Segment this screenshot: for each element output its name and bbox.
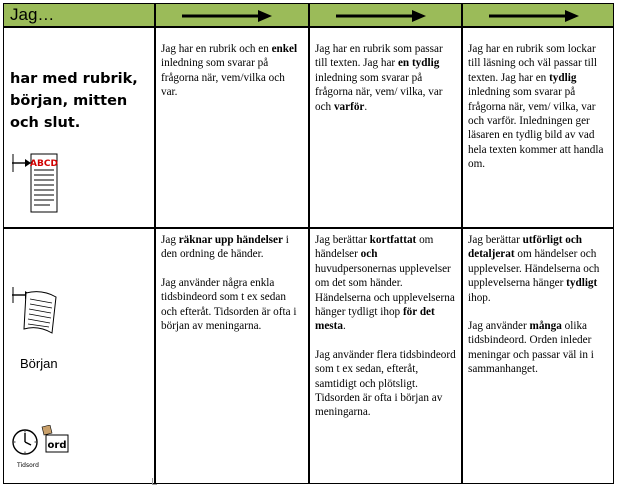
row1-label: har med rubrik, början, mitten och slut.: [10, 71, 138, 131]
header-cell-jag: [3, 3, 155, 27]
text-run: Jag använder: [468, 320, 530, 333]
text-run: olika tidsbindeord. Orden inleder meningar och passar väl in i sammanhanget.: [468, 320, 594, 376]
text-run: Jag har en rubrik och en: [161, 43, 272, 55]
rubric-table: [3, 3, 614, 484]
document-headline-icon: [12, 152, 58, 216]
row2-level1-cell: [155, 228, 309, 484]
row1-level3-text: [468, 42, 609, 172]
bold-run: tydlig: [549, 71, 577, 84]
text-run: Jag har en rubrik som passar till texten. Jag har: [315, 43, 443, 70]
row1-level3-cell: [462, 27, 614, 228]
row2-level3-text: [468, 233, 609, 377]
bold-run: kortfattat: [369, 234, 417, 246]
bold-run: räknar upp händelser: [178, 234, 283, 246]
text-run: om händelser: [315, 234, 434, 261]
svg-text:ABCD: ABCD: [30, 159, 58, 169]
bold-run: en tydlig: [397, 57, 440, 70]
row1-level1-text: [161, 42, 304, 100]
header-cell-level-2: [309, 3, 462, 27]
paragraph: [161, 233, 304, 262]
text-run: Jag: [161, 234, 179, 246]
paragraph: [315, 233, 457, 334]
text-run: inledning som svarar på frågorna när, vem/vilka och var.: [161, 57, 285, 99]
svg-text:ord: ord: [47, 440, 67, 451]
arrow-right-icon: [489, 10, 579, 22]
page-corner-mark: [152, 478, 157, 485]
row2-level3-cell: [462, 228, 614, 484]
text-run: ihop.: [468, 291, 491, 304]
bold-run: och: [360, 248, 378, 261]
row2-level2-cell: [309, 228, 462, 484]
bold-run: varför: [333, 100, 365, 113]
text-run: om händelser och upplevelser. Händelserna och upplevelserna hänger: [468, 248, 600, 290]
text-run: Jag använder flera tidsbindeord som t ex sedan, efteråt, samtidigt och plötsligt. Tidsorden är ofta i början av meningarna.: [315, 348, 456, 419]
text-run: Jag använder några enkla tidsbindeord som t ex sedan och efteråt. Tidsorden är ofta i början av meningarna.: [161, 276, 297, 333]
row1-level1-cell: [155, 27, 309, 228]
bold-run: enkel: [271, 43, 298, 55]
text-run: .: [342, 320, 346, 333]
bold-run: för det mesta: [315, 306, 435, 333]
bold-run: utförligt och detaljerat: [468, 234, 583, 261]
row2-level1-text: [161, 233, 304, 333]
bold-run: tydligt: [566, 277, 598, 290]
paragraph: [315, 348, 457, 420]
row1-level2-text: [315, 42, 457, 114]
text-run: inledning som svarar på frågorna när, vem/ vilka, var och: [315, 71, 443, 113]
row1-label-cell: [3, 27, 155, 228]
paragraph: [468, 319, 609, 377]
paragraph: [468, 233, 609, 305]
svg-text:Tidsord: Tidsord: [17, 462, 39, 469]
arrow-right-icon: [182, 10, 272, 22]
row2-level2-text: [315, 233, 457, 420]
text-run: huvudpersonernas upplevelser om det som händer. Händelserna och upplevelserna hänger tydligt ihop: [315, 262, 455, 319]
text-run: Jag berättar: [468, 234, 523, 246]
text-run: .: [364, 100, 368, 113]
arrow-right-icon: [336, 10, 426, 22]
bold-run: många: [529, 320, 562, 333]
row2-label: Början: [20, 356, 58, 371]
text-run: i den ordning de händer.: [161, 234, 289, 261]
text-run: Jag berättar: [315, 234, 370, 246]
text-run: Jag har en rubrik som lockar till läsning och väl passar till texten. Jag har en: [468, 43, 597, 84]
paragraph: [161, 276, 304, 334]
row2-label-cell: [3, 228, 155, 484]
open-book-icon: [12, 287, 58, 335]
clock-words-icon: [12, 425, 70, 469]
header-cell-level-1: [155, 3, 309, 27]
header-title: Jag…: [10, 5, 55, 24]
row1-level2-cell: [309, 27, 462, 228]
text-run: inledning som svarar på frågorna när, vem/ vilka, var och varför. Inledningen ger läsaren en tydlig bild av vad hela texten kommer att handla om.: [468, 86, 604, 171]
header-cell-level-3: [462, 3, 614, 27]
